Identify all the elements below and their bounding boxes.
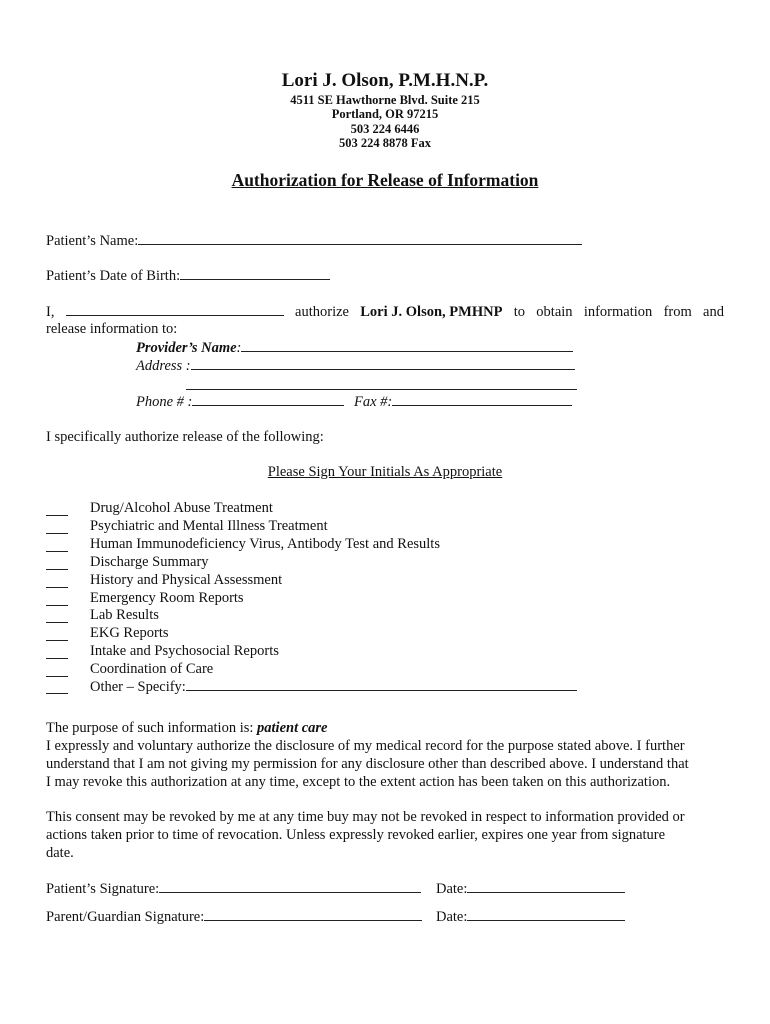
- form-title-text: Authorization for Release of Information: [231, 170, 539, 190]
- patient-date-row: [436, 880, 625, 898]
- guardian-signature-label: Parent/Guardian Signature:: [46, 909, 205, 925]
- initials-blank[interactable]: [46, 533, 68, 534]
- phone-label: Phone # :: [136, 394, 193, 410]
- doctor-name: Lori J. Olson, P.M.H.N.P.: [281, 70, 489, 91]
- authorize-word: authorize: [295, 304, 349, 320]
- dob-row: [46, 267, 330, 285]
- form-title: [0, 170, 770, 191]
- provider-name-colon: :: [236, 340, 242, 356]
- provider-row: [136, 339, 573, 357]
- release-item: Intake and Psychosocial Reports: [90, 643, 279, 659]
- patient-signature-label: Patient’s Signature:: [46, 881, 160, 897]
- initials-blank[interactable]: [46, 622, 68, 623]
- initials-blank[interactable]: [46, 693, 68, 694]
- initials-heading-text: Please Sign Your Initials As Appropriate: [267, 464, 503, 480]
- from-word: from: [663, 304, 692, 320]
- release-item-other: [90, 678, 577, 696]
- initials-blank[interactable]: [46, 605, 68, 606]
- phone-number: 503 224 6446: [350, 122, 420, 136]
- consent-paragraph-line: actions taken prior to time of revocation. Unless expressly revoked earlier, expires one year from signature: [46, 827, 666, 843]
- initials-blank[interactable]: [46, 569, 68, 570]
- release-item: Human Immunodeficiency Virus, Antibody Test and Results: [90, 536, 440, 552]
- and-word: and: [703, 304, 724, 320]
- dob-field[interactable]: [180, 267, 330, 280]
- purpose-paragraph-line: I expressly and voluntary authorize the disclosure of my medical record for the purpose stated above. I further: [46, 738, 685, 754]
- obtain-word: obtain: [536, 304, 573, 320]
- release-item: Psychiatric and Mental Illness Treatment: [90, 518, 328, 534]
- information-word: information: [583, 304, 653, 320]
- initials-blank[interactable]: [46, 587, 68, 588]
- provider-phone-field[interactable]: [192, 393, 344, 406]
- release-intro: I specifically authorize release of the following:: [46, 429, 324, 445]
- initials-blank[interactable]: [46, 658, 68, 659]
- release-item: Drug/Alcohol Abuse Treatment: [90, 500, 273, 516]
- provider-address-field-1[interactable]: [191, 357, 575, 370]
- authorizer-name-field[interactable]: [66, 303, 284, 316]
- purpose-label: The purpose of such information is:: [46, 720, 258, 736]
- purpose-paragraph-line: understand that I am not giving my permission for any disclosure other than described above. I understand that: [46, 756, 689, 772]
- patient-name-field[interactable]: [138, 232, 582, 245]
- patient-date-label: Date:: [436, 881, 468, 897]
- consent-paragraph-line: date.: [46, 845, 74, 861]
- other-specify-field[interactable]: [186, 678, 577, 691]
- provider-name-label: Provider’s Name: [136, 340, 237, 356]
- consent-paragraph-line: This consent may be revoked by me at any time buy may not be revoked in respect to information provided or: [46, 809, 685, 825]
- i-label: I,: [46, 304, 55, 320]
- address-line-1: 4511 SE Hawthorne Blvd. Suite 215: [290, 93, 480, 107]
- provider-phone-row: [136, 393, 572, 411]
- provider-address-row: [136, 357, 575, 375]
- patient-signature-field[interactable]: [159, 880, 421, 893]
- release-item: Emergency Room Reports: [90, 590, 244, 606]
- initials-blank[interactable]: [46, 515, 68, 516]
- patient-name-label: Patient’s Name:: [46, 233, 139, 249]
- guardian-signature-row: [46, 908, 422, 926]
- purpose-paragraph-line: I may revoke this authorization at any time, except to the extent action has been taken on this authorization.: [46, 774, 671, 790]
- purpose-row: [46, 720, 328, 737]
- fax-number: 503 224 8878 Fax: [338, 136, 431, 150]
- guardian-signature-field[interactable]: [204, 908, 422, 921]
- address-line-2: Portland, OR 97215: [331, 107, 439, 121]
- provider-fax-field[interactable]: [392, 393, 572, 406]
- patient-signature-row: [46, 880, 421, 898]
- guardian-date-label: Date:: [436, 909, 468, 925]
- authorized-provider-name: Lori J. Olson, PMHNP: [360, 304, 503, 320]
- guardian-date-field[interactable]: [467, 908, 625, 921]
- other-specify-label: Other – Specify:: [90, 679, 186, 695]
- initials-blank[interactable]: [46, 551, 68, 552]
- dob-label: Patient’s Date of Birth:: [46, 268, 181, 284]
- fax-label: Fax #:: [354, 394, 393, 410]
- provider-name-field[interactable]: [241, 339, 573, 352]
- patient-name-row: [46, 232, 582, 250]
- patient-date-field[interactable]: [467, 880, 625, 893]
- initials-heading: [0, 464, 770, 481]
- initials-blank[interactable]: [46, 640, 68, 641]
- release-item: EKG Reports: [90, 625, 169, 641]
- release-to-line: release information to:: [46, 321, 178, 337]
- authorize-row: [46, 303, 724, 321]
- address-label: Address :: [136, 358, 191, 374]
- initials-blank[interactable]: [46, 676, 68, 677]
- provider-address-field-2[interactable]: [186, 377, 577, 390]
- release-item: Coordination of Care: [90, 661, 214, 677]
- release-item: Lab Results: [90, 607, 159, 623]
- release-item: History and Physical Assessment: [90, 572, 283, 588]
- to-word: to: [513, 304, 526, 320]
- purpose-value: patient care: [257, 720, 328, 736]
- release-item: Discharge Summary: [90, 554, 209, 570]
- guardian-date-row: [436, 908, 625, 926]
